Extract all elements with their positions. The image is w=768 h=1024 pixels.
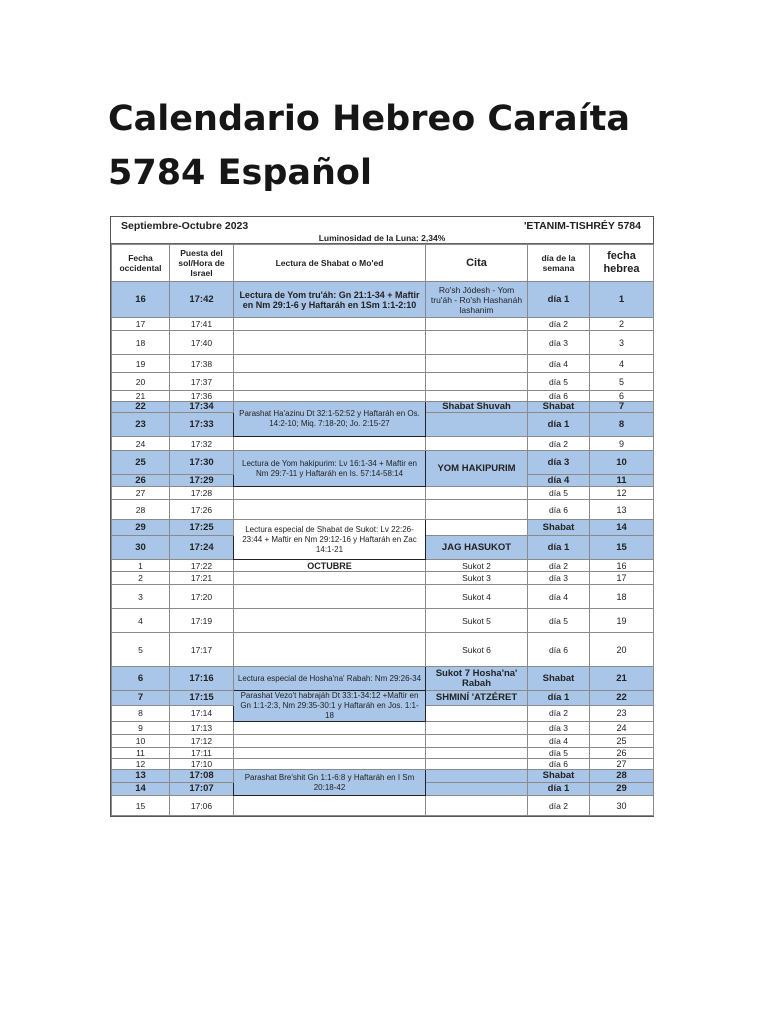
lectura-cell (234, 355, 426, 373)
table-row (112, 770, 654, 783)
puesta-del-sol-cell: 17:24 (170, 536, 234, 560)
dia-semana-cell: día 3 (528, 451, 590, 475)
fecha-hebrea-cell: 30 (590, 796, 654, 816)
cita-cell: Ro'sh Jódesh - Yom tru'áh - Ro'sh Hashanáh lashanim (426, 282, 528, 318)
cita-cell: Sukot 6 (426, 633, 528, 667)
fecha-hebrea-cell: 24 (590, 722, 654, 735)
cita-cell: Sukot 3 (426, 572, 528, 585)
table-row (112, 318, 654, 331)
fecha-occidental-cell: 23 (112, 413, 170, 437)
dia-semana-cell: día 5 (528, 748, 590, 759)
puesta-del-sol-cell: 17:22 (170, 560, 234, 572)
puesta-del-sol-cell: 17:40 (170, 331, 234, 355)
table-row (112, 437, 654, 451)
cita-cell (426, 722, 528, 735)
lectura-cell (234, 500, 426, 520)
puesta-del-sol-cell: 17:21 (170, 572, 234, 585)
cita-cell (426, 759, 528, 770)
fecha-occidental-cell: 21 (112, 391, 170, 402)
puesta-del-sol-cell: 17:17 (170, 633, 234, 667)
header-lectura: Lectura de Shabat o Mo'ed (234, 245, 426, 282)
cita-cell (426, 705, 528, 721)
fecha-occidental-cell: 26 (112, 475, 170, 487)
dia-semana-cell: día 3 (528, 331, 590, 355)
fecha-hebrea-cell: 1 (590, 282, 654, 318)
header-puesta-del-sol: Puesta del sol/Hora de Israel (170, 245, 234, 282)
fecha-hebrea-cell: 23 (590, 705, 654, 721)
fecha-hebrea-cell: 12 (590, 487, 654, 500)
dia-semana-cell: día 2 (528, 437, 590, 451)
fecha-hebrea-cell: 7 (590, 402, 654, 413)
fecha-occidental-cell: 14 (112, 783, 170, 796)
dia-semana-cell: día 6 (528, 391, 590, 402)
table-row (112, 667, 654, 691)
cita-cell: Sukot 2 (426, 560, 528, 572)
puesta-del-sol-cell: 17:10 (170, 759, 234, 770)
fecha-occidental-cell: 25 (112, 451, 170, 475)
table-row (112, 520, 654, 536)
cita-cell (426, 735, 528, 748)
puesta-del-sol-cell: 17:29 (170, 475, 234, 487)
fecha-occidental-cell: 24 (112, 437, 170, 451)
lectura-cell: Lectura especial de Hosha'na' Rabah: Nm 29:26-34 (234, 667, 426, 691)
dia-semana-cell: día 4 (528, 355, 590, 373)
header-dia-semana: día de la semana (528, 245, 590, 282)
fecha-occidental-cell: 13 (112, 770, 170, 783)
puesta-del-sol-cell: 17:25 (170, 520, 234, 536)
dia-semana-cell: día 1 (528, 691, 590, 706)
puesta-del-sol-cell: 17:08 (170, 770, 234, 783)
cita-cell (426, 437, 528, 451)
fecha-hebrea-cell: 16 (590, 560, 654, 572)
fecha-occidental-cell: 11 (112, 748, 170, 759)
calendar-sheet (110, 216, 654, 817)
dia-semana-cell: día 2 (528, 560, 590, 572)
fecha-occidental-cell: 28 (112, 500, 170, 520)
fecha-hebrea-cell: 26 (590, 748, 654, 759)
header-fecha-occidental: Fecha occidental (112, 245, 170, 282)
dia-semana-cell: día 3 (528, 722, 590, 735)
puesta-del-sol-cell: 17:38 (170, 355, 234, 373)
fecha-hebrea-cell: 4 (590, 355, 654, 373)
dia-semana-cell: Shabat (528, 770, 590, 783)
gregorian-month: Septiembre-Octubre 2023 (121, 220, 249, 232)
table-row (112, 355, 654, 373)
dia-semana-cell: día 2 (528, 796, 590, 816)
lectura-cell (234, 759, 426, 770)
fecha-hebrea-cell: 8 (590, 413, 654, 437)
dia-semana-cell: día 3 (528, 572, 590, 585)
puesta-del-sol-cell: 17:16 (170, 667, 234, 691)
dia-semana-cell: día 4 (528, 585, 590, 609)
puesta-del-sol-cell: 17:37 (170, 373, 234, 391)
puesta-del-sol-cell: 17:11 (170, 748, 234, 759)
dia-semana-cell: día 5 (528, 373, 590, 391)
cita-cell (426, 748, 528, 759)
table-row (112, 609, 654, 633)
lectura-cell (234, 373, 426, 391)
table-row (112, 500, 654, 520)
table-row (112, 633, 654, 667)
cita-cell (426, 500, 528, 520)
puesta-del-sol-cell: 17:30 (170, 451, 234, 475)
lectura-cell (234, 585, 426, 609)
table-row (112, 759, 654, 770)
table-row (112, 451, 654, 475)
table-row (112, 560, 654, 572)
table-row (112, 402, 654, 413)
puesta-del-sol-cell: 17:36 (170, 391, 234, 402)
dia-semana-cell: día 6 (528, 633, 590, 667)
table-row (112, 735, 654, 748)
lectura-cell: OCTUBRE (234, 560, 426, 572)
fecha-occidental-cell: 20 (112, 373, 170, 391)
header-cita: Cita (426, 245, 528, 282)
cita-cell (426, 413, 528, 437)
cita-cell: JAG HASUKOT (426, 536, 528, 560)
fecha-hebrea-cell: 25 (590, 735, 654, 748)
lectura-cell (234, 572, 426, 585)
lectura-cell (234, 331, 426, 355)
dia-semana-cell: día 6 (528, 500, 590, 520)
dia-semana-cell: día 6 (528, 759, 590, 770)
cita-cell: SHMINÍ 'ATZÉRET (426, 691, 528, 706)
cita-cell (426, 487, 528, 500)
cita-cell (426, 770, 528, 783)
dia-semana-cell: día 1 (528, 282, 590, 318)
fecha-occidental-cell: 10 (112, 735, 170, 748)
fecha-occidental-cell: 6 (112, 667, 170, 691)
dia-semana-cell: Shabat (528, 402, 590, 413)
lectura-cell: Parashat Bre'shit Gn 1:1-6:8 y Haftaráh en I Sm 20:18-42 (234, 770, 426, 796)
cita-cell (426, 373, 528, 391)
lectura-cell (234, 796, 426, 816)
fecha-hebrea-cell: 2 (590, 318, 654, 331)
fecha-hebrea-cell: 5 (590, 373, 654, 391)
fecha-hebrea-cell: 21 (590, 667, 654, 691)
fecha-hebrea-cell: 29 (590, 783, 654, 796)
puesta-del-sol-cell: 17:14 (170, 705, 234, 721)
table-row (112, 572, 654, 585)
fecha-occidental-cell: 17 (112, 318, 170, 331)
cita-cell: YOM HAKIPURIM (426, 451, 528, 487)
fecha-occidental-cell: 1 (112, 560, 170, 572)
cita-cell: Sukot 4 (426, 585, 528, 609)
sheet-header (111, 217, 653, 244)
fecha-hebrea-cell: 28 (590, 770, 654, 783)
lectura-cell: Parashat Ha'azinu Dt 32:1-52:52 y Haftaráh en Os. 14:2-10; Miq. 7:18-20; Jo. 2:15-27 (234, 402, 426, 437)
lectura-cell: Lectura de Yom hakipurim: Lv 16:1-34 + Maftir en Nm 29:7-11 y Haftaráh en Is. 57:14-58:14 (234, 451, 426, 487)
lectura-cell: Parashat Vezo't habrajáh Dt 33:1-34:12 +Maftir en Gn 1:1-2:3, Nm 29:35-30:1 y Haftaráh en Jos. 1:1-18 (234, 691, 426, 722)
lectura-cell (234, 748, 426, 759)
cita-cell (426, 331, 528, 355)
fecha-occidental-cell: 16 (112, 282, 170, 318)
puesta-del-sol-cell: 17:06 (170, 796, 234, 816)
puesta-del-sol-cell: 17:41 (170, 318, 234, 331)
dia-semana-cell: día 5 (528, 609, 590, 633)
fecha-hebrea-cell: 10 (590, 451, 654, 475)
lectura-cell (234, 487, 426, 500)
dia-semana-cell: día 4 (528, 735, 590, 748)
lectura-cell (234, 318, 426, 331)
fecha-hebrea-cell: 15 (590, 536, 654, 560)
fecha-hebrea-cell: 14 (590, 520, 654, 536)
cita-cell (426, 355, 528, 373)
dia-semana-cell: Shabat (528, 667, 590, 691)
column-header-row (112, 245, 654, 282)
puesta-del-sol-cell: 17:13 (170, 722, 234, 735)
dia-semana-cell: día 2 (528, 318, 590, 331)
puesta-del-sol-cell: 17:12 (170, 735, 234, 748)
dia-semana-cell: día 2 (528, 705, 590, 721)
lectura-cell (234, 437, 426, 451)
fecha-hebrea-cell: 27 (590, 759, 654, 770)
calendar-rows (112, 282, 654, 816)
fecha-occidental-cell: 9 (112, 722, 170, 735)
cita-cell (426, 796, 528, 816)
fecha-occidental-cell: 5 (112, 633, 170, 667)
cita-cell: Sukot 7 Hosha'na' Rabah (426, 667, 528, 691)
dia-semana-cell: día 1 (528, 413, 590, 437)
fecha-hebrea-cell: 13 (590, 500, 654, 520)
puesta-del-sol-cell: 17:07 (170, 783, 234, 796)
puesta-del-sol-cell: 17:34 (170, 402, 234, 413)
fecha-hebrea-cell: 6 (590, 391, 654, 402)
table-row (112, 748, 654, 759)
fecha-occidental-cell: 7 (112, 691, 170, 706)
fecha-occidental-cell: 18 (112, 331, 170, 355)
fecha-hebrea-cell: 19 (590, 609, 654, 633)
lectura-cell (234, 735, 426, 748)
hebrew-month: 'ETANIM-TISHRÉY 5784 (523, 220, 641, 232)
cita-cell (426, 520, 528, 536)
cita-cell: Sukot 5 (426, 609, 528, 633)
lectura-cell (234, 609, 426, 633)
fecha-occidental-cell: 27 (112, 487, 170, 500)
table-row (112, 373, 654, 391)
fecha-hebrea-cell: 3 (590, 331, 654, 355)
dia-semana-cell: día 5 (528, 487, 590, 500)
fecha-hebrea-cell: 11 (590, 475, 654, 487)
puesta-del-sol-cell: 17:15 (170, 691, 234, 706)
cita-cell (426, 783, 528, 796)
puesta-del-sol-cell: 17:20 (170, 585, 234, 609)
table-row (112, 282, 654, 318)
puesta-del-sol-cell: 17:28 (170, 487, 234, 500)
table-row (112, 331, 654, 355)
fecha-occidental-cell: 2 (112, 572, 170, 585)
fecha-hebrea-cell: 17 (590, 572, 654, 585)
fecha-occidental-cell: 30 (112, 536, 170, 560)
dia-semana-cell: Shabat (528, 520, 590, 536)
table-row (112, 691, 654, 706)
fecha-occidental-cell: 22 (112, 402, 170, 413)
table-row (112, 722, 654, 735)
dia-semana-cell: día 1 (528, 783, 590, 796)
puesta-del-sol-cell: 17:26 (170, 500, 234, 520)
fecha-occidental-cell: 29 (112, 520, 170, 536)
page-title: Calendario Hebreo Caraíta 5784 Español (108, 99, 630, 193)
fecha-occidental-cell: 8 (112, 705, 170, 721)
table-row (112, 487, 654, 500)
lectura-cell: Lectura especial de Shabat de Sukot: Lv 22:26-23:44 + Maftir en Nm 29:12-16 y Haftaráh en Zac 14:1-21 (234, 520, 426, 560)
lectura-cell: Lectura de Yom tru'áh: Gn 21:1-34 + Maftir en Nm 29:1-6 y Haftaráh en 1Sm 1:1-2:10 (234, 282, 426, 318)
lectura-cell (234, 391, 426, 402)
fecha-occidental-cell: 3 (112, 585, 170, 609)
fecha-occidental-cell: 4 (112, 609, 170, 633)
dia-semana-cell: día 1 (528, 536, 590, 560)
header-fecha-hebrea: fecha hebrea (590, 245, 654, 282)
moon-luminosity: Luminosidad de la Luna: 2,34% (318, 233, 446, 243)
fecha-hebrea-cell: 20 (590, 633, 654, 667)
fecha-occidental-cell: 15 (112, 796, 170, 816)
fecha-hebrea-cell: 22 (590, 691, 654, 706)
dia-semana-cell: día 4 (528, 475, 590, 487)
cita-cell: Shabat Shuvah (426, 402, 528, 413)
lectura-cell (234, 722, 426, 735)
lectura-cell (234, 633, 426, 667)
table-row (112, 391, 654, 402)
cita-cell (426, 318, 528, 331)
table-row (112, 796, 654, 816)
puesta-del-sol-cell: 17:19 (170, 609, 234, 633)
fecha-hebrea-cell: 18 (590, 585, 654, 609)
puesta-del-sol-cell: 17:32 (170, 437, 234, 451)
calendar-table (111, 244, 654, 816)
table-row (112, 585, 654, 609)
fecha-hebrea-cell: 9 (590, 437, 654, 451)
fecha-occidental-cell: 19 (112, 355, 170, 373)
puesta-del-sol-cell: 17:42 (170, 282, 234, 318)
puesta-del-sol-cell: 17:33 (170, 413, 234, 437)
cita-cell (426, 391, 528, 402)
fecha-occidental-cell: 12 (112, 759, 170, 770)
